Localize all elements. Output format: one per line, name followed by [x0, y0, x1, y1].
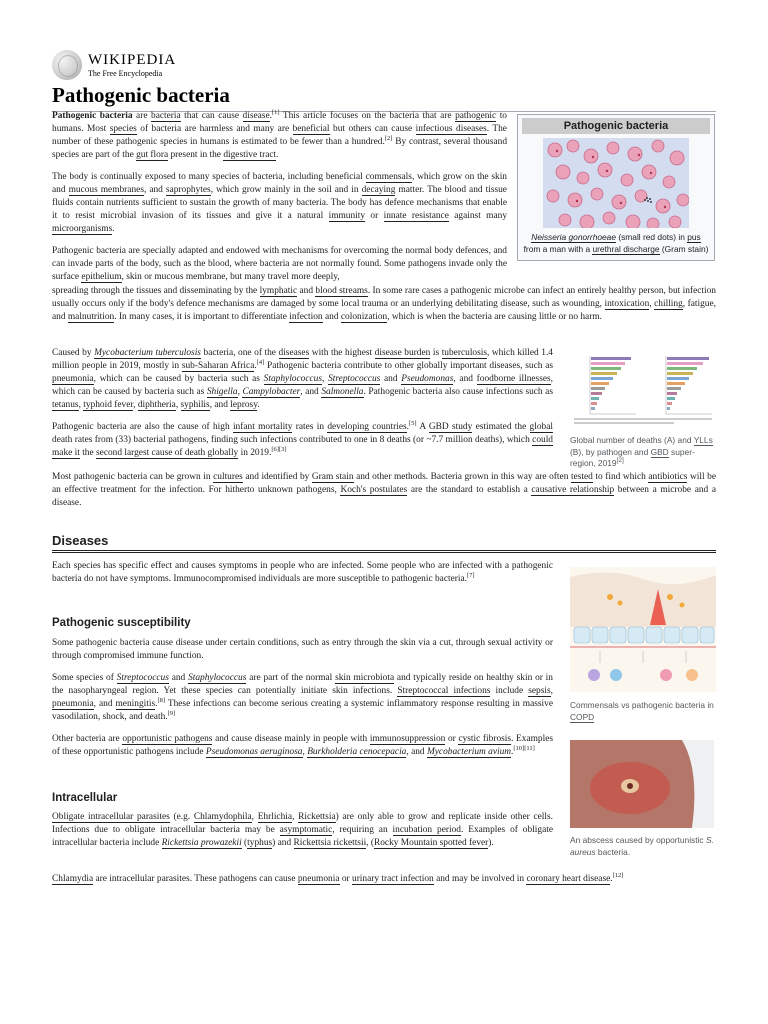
link-pus[interactable]: pus [687, 232, 701, 242]
section-diseases [52, 533, 716, 553]
deaths-chart-thumbnail[interactable] [570, 352, 716, 427]
copd-diagram-thumbnail[interactable] [570, 567, 716, 692]
paragraph: Pathogenic bacteria are also the cause of high infant mortality rates in developing countries.[5] A GBD study estimated the global death rates from (33) bacterial pathogens, finding such infections contributed to one in 8 deaths (or ~7.7 million deaths), which could make it the second largest cause of death globally in 2019.[6][3] [52, 419, 553, 458]
paragraph: Obligate intracellular parasites (e.g. Chlamydophila, Ehrlichia, Rickettsia) are only able to grow and replicate inside other cells. Infections due to obligate intracellular bacteria may be asymptomatic, requiring an incubation period. Examples of obligate intracellular bacteria include Rickettsia prowazekii (typhus) and Rickettsia rickettsii, (Rocky Mountain spotted fever). [52, 812, 553, 848]
paragraph: Chlamydia are intracellular parasites. These pathogens can cause pneumonia or urinary tract infection and may be involved in coronary heart disease.[12] [52, 871, 624, 884]
gram-stain-illustration [543, 138, 689, 228]
abscess-figure [570, 740, 716, 858]
section-susceptibility [52, 617, 191, 629]
article-page [52, 50, 717, 884]
infobox [517, 114, 715, 261]
paragraph: Pathogenic bacteria are bacteria that can cause disease.[1] This article focuses on the bacteria that are pathogenic to humans. Most species of bacteria are harmless and many are beneficial but others can cause infectious diseases. The number of these pathogenic species in humans is estimated to be fewer than a hundred.[2] By contrast, several thousand species are part of the gut flora present in the digestive tract. [52, 108, 508, 160]
section-heading-susceptibility: Pathogenic susceptibility [52, 617, 191, 629]
section-heading-intracellular: Intracellular [52, 792, 118, 804]
paragraph: Caused by Mycobacterium tuberculosis bacteria, one of the diseases with the highest disease burden is tuberculosis, which killed 1.4 million people in 2019, mostly in sub-Saharan Africa.[4] Pathogenic bacteria contribute to other globally important diseases, such as pneumonia, which can be caused by bacteria such as Staphylococcus, Streptococcus and Pseudomonas, and foodborne illnesses, which can be caused by bacteria such as Shigella, Campylobacter, and Salmonella. Pathogenic bacteria also cause infections such as tetanus, typhoid fever, diphtheria, syphilis, and leprosy. [52, 348, 554, 410]
susceptibility-block [52, 637, 553, 759]
diseases-block [52, 560, 553, 586]
paragraph: spreading through the tissues and disseminating by the lymphatic and blood streams. In some rare cases a pathogenic microbe can infect an entirely healthy person, but infection usually occurs only if the body's defence mechanisms are damaged by some local trauma or an underlying debilitating disease, such as wounding, intoxication, chilling, fatigue, and malnutrition. In many cases, it is important to differentiate infection and colonization, which is when the bacteria are causing little or no harm. [52, 286, 716, 322]
abscess-photo-thumbnail[interactable] [570, 740, 714, 828]
intro-block-1 [52, 110, 507, 284]
intracellular-block [52, 811, 553, 850]
link-copd[interactable]: COPD [570, 711, 595, 722]
page-title: Pathogenic bacteria [52, 83, 716, 112]
wordmark-tagline: The Free Encyclopedia [88, 68, 163, 78]
intro-block-2 [52, 285, 716, 324]
burden-block [52, 347, 553, 460]
section-intracellular [52, 792, 117, 804]
link-neisseria[interactable]: Neisseria gonorrhoeae [531, 232, 616, 242]
wikipedia-globe-icon [52, 50, 82, 80]
link-ylls[interactable]: YLLs [693, 435, 713, 445]
wordmark-title: WIKIPEDIA [88, 51, 177, 68]
paragraph: Other bacteria are opportunistic pathogens and cause disease mainly in people with immunosuppression or cystic fibrosis. Examples of these opportunistic pathogens include Pseudomonas aeruginosa, Burkholderia cenocepacia, and Mycobacterium avium.[10][11] [52, 734, 553, 757]
paragraph: Some pathogenic bacteria cause disease under certain conditions, such as entry through the skin via a cut, through sexual activity or through compromised immune function. [52, 638, 553, 661]
site-logo[interactable] [52, 50, 716, 80]
paragraph: Pathogenic bacteria are specially adapted and endowed with mechanisms for overcoming the normal body defences, and can invade parts of the body, such as the blood, where bacteria are not normally found. Some pathogens invade only the surface epithelium, skin or mucous membrane, but many travel more deeply, [52, 246, 507, 282]
link-gbd[interactable]: GBD [650, 446, 669, 457]
infobox-caption: Neisseria gonorrhoeae (small red dots) in pus from a man with a urethral discharge (Gram stain) [523, 232, 709, 254]
paragraph: Each species has specific effect and causes symptoms in people who are infected. Some people who are infected with a pathogenic bacteria do not have symptoms. Immunocompromised individuals are more susceptible to pathogenic bacteria.[7] [52, 561, 553, 584]
paragraph: The body is continually exposed to many species of bacteria, including beneficial commensals, which grow on the skin and mucous membranes, and saprophytes, which grow mainly in the soil and in decaying matter. The blood and tissue fluids contain nutrients sufficient to sustain the growth of many bacteria. The body has defence mechanisms that enable it to resist microbial invasion of its tissues and give it a natural immunity or innate resistance against many microorganisms. [52, 172, 508, 234]
culture-block [52, 471, 716, 510]
deaths-figure [570, 352, 716, 470]
link-urethral-discharge[interactable]: urethral discharge [592, 244, 660, 254]
paragraph: Most pathogenic bacteria can be grown in cultures and identified by Gram stain and other methods. Bacteria grown in this way are often tested to find which antibiotics will be an effective treatment for the infection. For hitherto unknown pathogens, Koch's postulates are the standard to establish a causative relationship between a microbe and a disease. [52, 472, 717, 508]
gram-stain-image[interactable] [543, 138, 689, 228]
copd-figure [570, 567, 716, 723]
chlamydia-block [52, 873, 716, 886]
paragraph: Some species of Streptococcus and Staphylococcus are part of the normal skin microbiota and typically reside on healthy skin or in the nasopharyngeal region. Yet these species can potentially initiate skin infections. Streptococcal infections include sepsis, pneumonia, and meningitis.[8] These infections can become serious creating a systemic inflammatory response resulting in massive vasodilation, shock, and death.[9] [52, 673, 553, 722]
abscess-figure-caption: An abscess caused by opportunistic S. aureus bacteria. [570, 835, 714, 857]
copd-figure-caption: Commensals vs pathogenic bacteria in COPD [570, 700, 714, 722]
infobox-title: Pathogenic bacteria [522, 118, 710, 134]
deaths-figure-caption: Global number of deaths (A) and YLLs (B), by pathogen and GBD super-region, 2019[2] [570, 435, 713, 468]
section-heading-diseases: Diseases [52, 533, 716, 553]
